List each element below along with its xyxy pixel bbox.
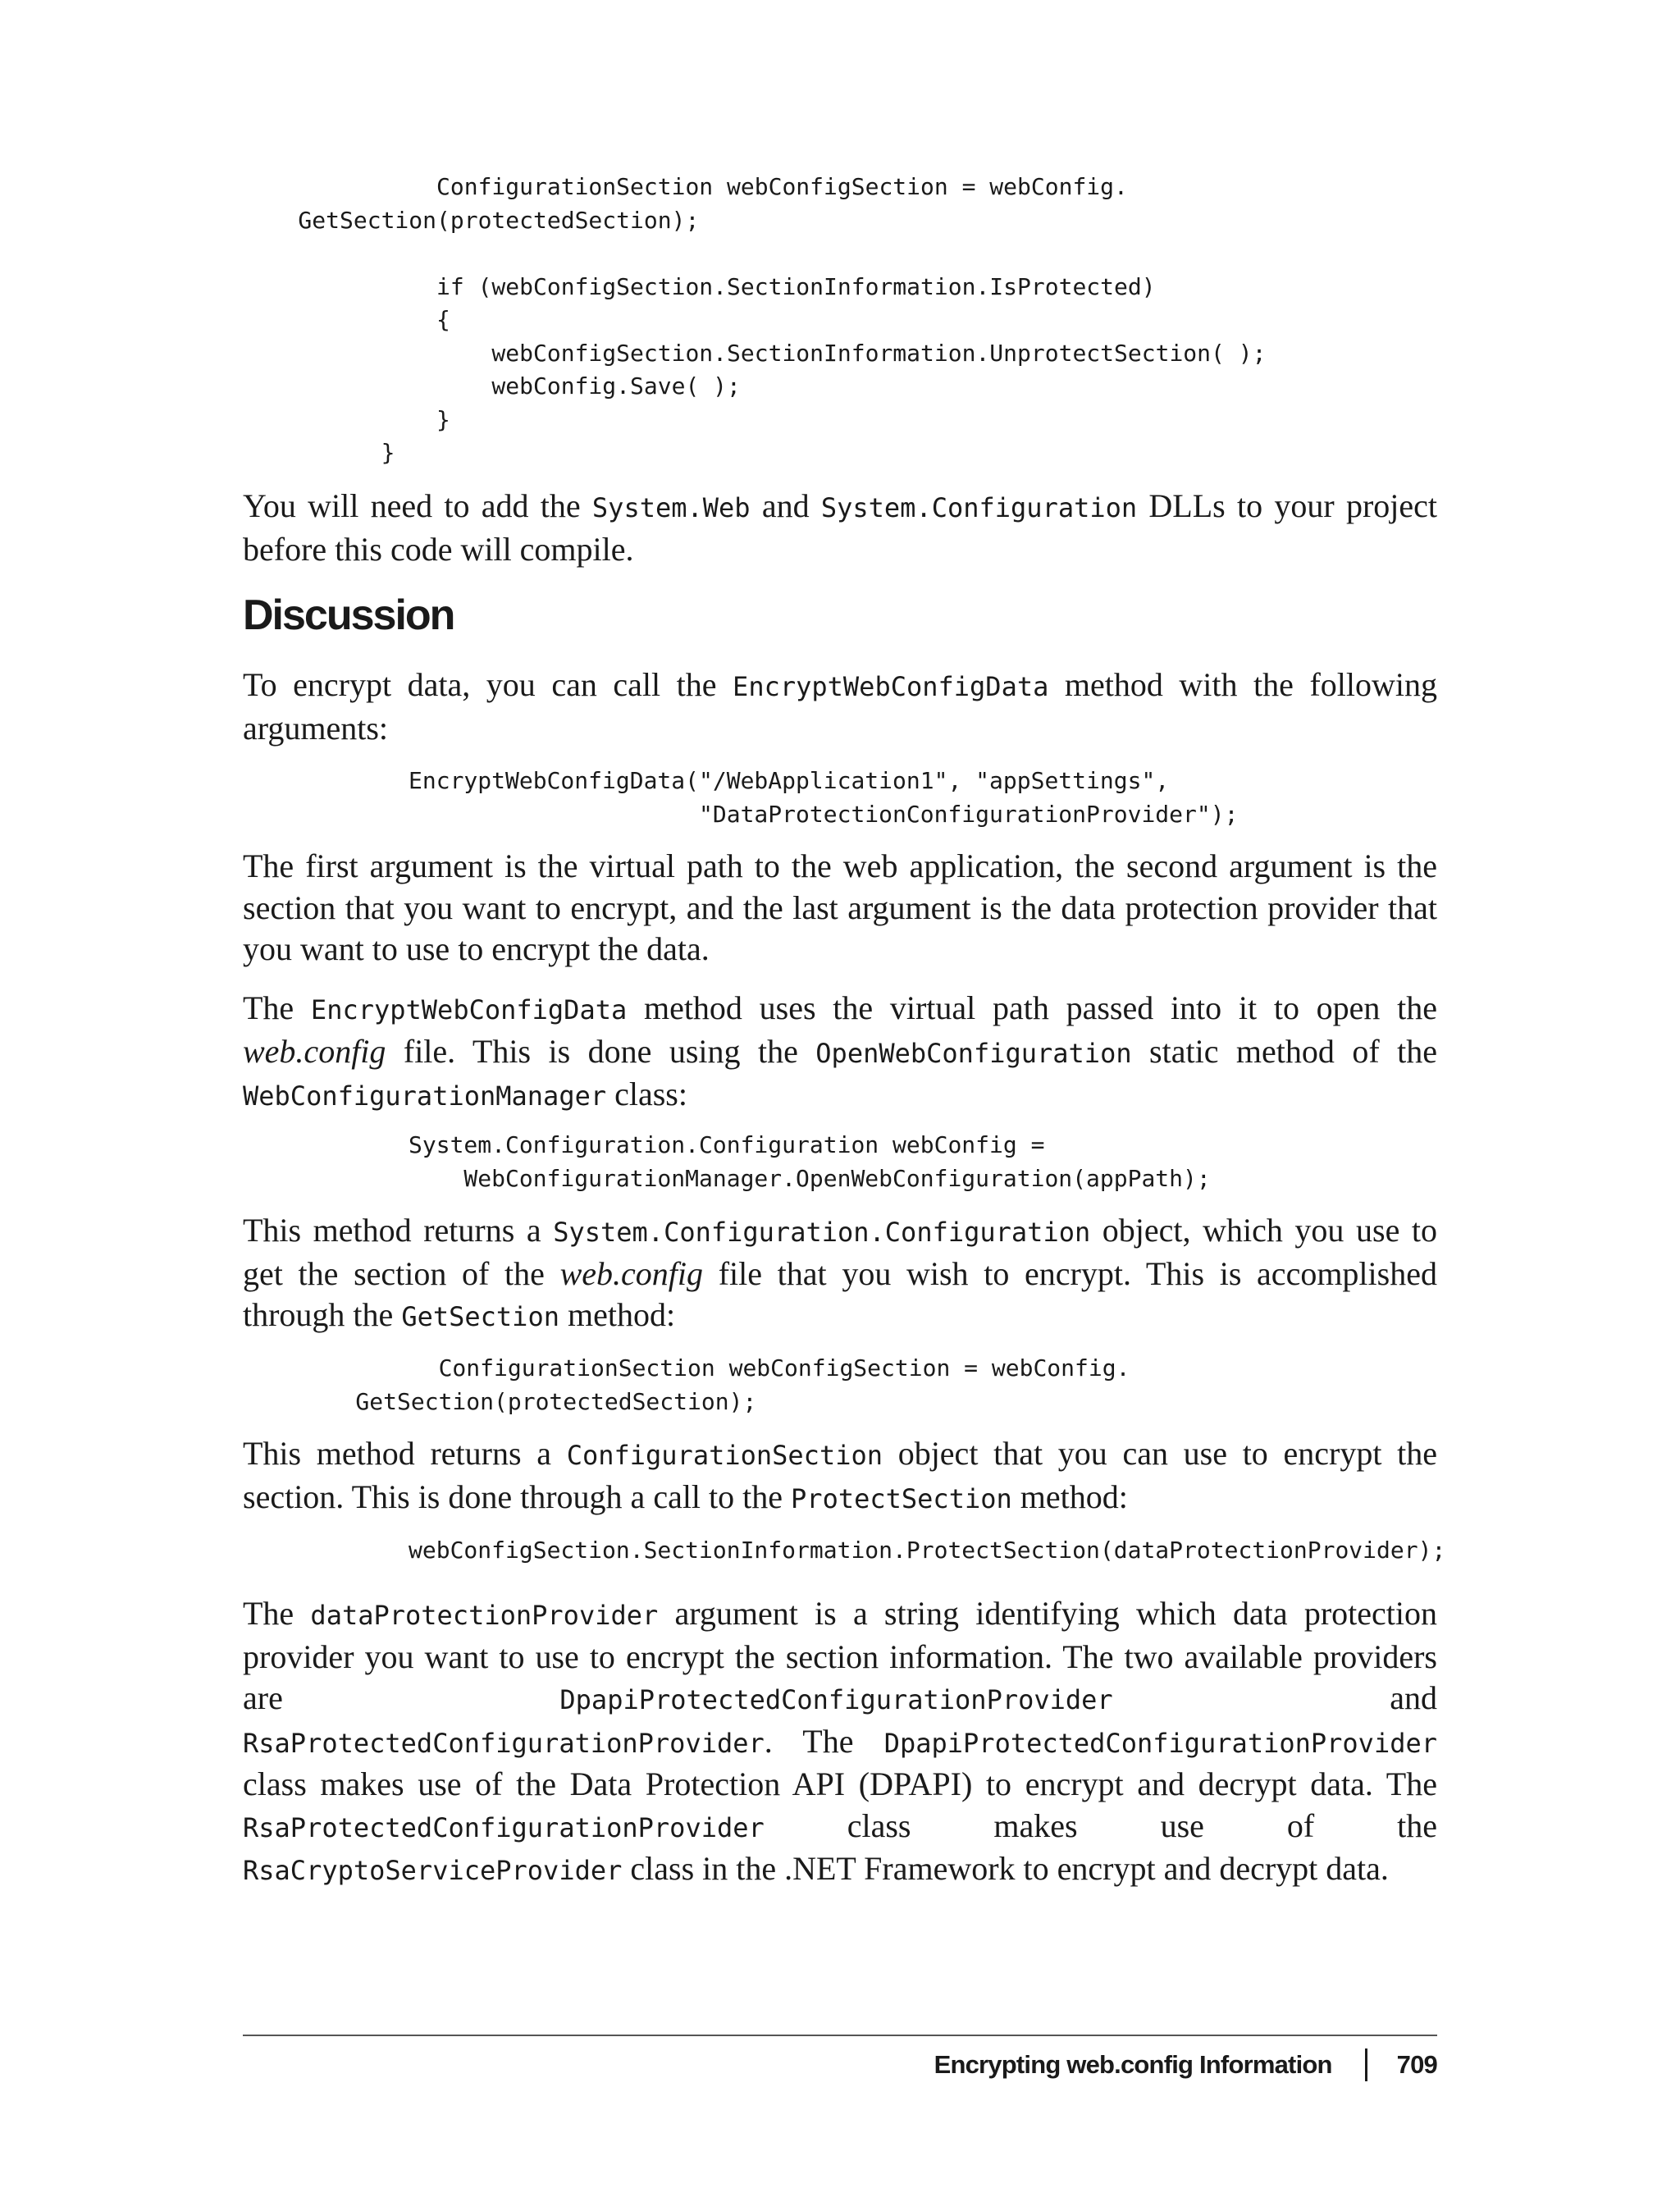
text-run: file that you wish to encrypt. This is accomplished through the	[243, 1254, 1437, 1333]
code-block-open-config: System.Configuration.Configuration webConfig = WebConfigurationManager.OpenWebConfiguration(appPath);	[409, 1131, 1211, 1192]
text-run: and	[1112, 1679, 1437, 1716]
code-inline: RsaCryptoServiceProvider	[243, 1855, 623, 1886]
text-run: class:	[606, 1076, 687, 1112]
footer-separator	[1365, 2048, 1367, 2081]
paragraph-providers	[243, 1593, 1437, 1892]
running-title: Encrypting web.config Information	[934, 2050, 1332, 2079]
code-inline: ConfigurationSection	[566, 1440, 883, 1471]
text-run: and	[750, 487, 821, 524]
italic-filename: web.config	[559, 1254, 704, 1292]
text-run: object, which you use to get the section of the	[243, 1212, 1438, 1292]
code-inline: DpapiProtectedConfigurationProvider	[559, 1684, 1113, 1715]
code-block-get-section: ConfigurationSection webConfigSection = webConfig. GetSection(protectedSection);	[355, 1354, 1130, 1415]
text-run: This method returns a	[243, 1212, 554, 1249]
code-inline: System.Web	[591, 492, 751, 523]
code-inline: WebConfigurationManager	[243, 1080, 607, 1112]
code-inline: System.Configuration	[820, 492, 1138, 523]
text-run: The	[243, 989, 311, 1026]
text-run: class in the .NET Framework to encrypt and decrypt data.	[622, 1850, 1389, 1887]
text-run: file. This is done using the	[386, 1032, 816, 1070]
code-inline: GetSection	[401, 1301, 559, 1332]
page-number: 709	[1396, 2050, 1437, 2079]
code-inline: RsaProtectedConfigurationProvider	[243, 1727, 765, 1759]
code-inline: EncryptWebConfigData	[310, 994, 628, 1025]
italic-filename: web.config	[243, 1032, 386, 1070]
footer-divider	[243, 2035, 1437, 2036]
text-run: . The	[764, 1722, 884, 1760]
text-run: class makes use of the	[764, 1806, 1437, 1844]
text-run: method:	[559, 1296, 676, 1333]
code-inline: dataProtectionProvider	[310, 1600, 659, 1631]
code-inline: DpapiProtectedConfigurationProvider	[883, 1727, 1437, 1759]
text-run: argument is a string identifying which data protection provider you want to use to encrypt the section information. The two available providers are	[243, 1595, 1438, 1716]
section-heading: Discussion	[243, 591, 454, 639]
text-run: The	[243, 1595, 311, 1632]
code-block-protect-section: webConfigSection.SectionInformation.ProtectSection(dataProtectionProvider);	[409, 1537, 1446, 1564]
paragraph-encrypt-intro	[243, 665, 1437, 749]
text-run: This method returns a	[243, 1435, 567, 1472]
code-inline: ProtectSection	[791, 1482, 1012, 1514]
code-inline: System.Configuration.Configuration	[553, 1217, 1091, 1248]
paragraph-virtual-path	[243, 988, 1437, 1117]
code-inline: OpenWebConfiguration	[815, 1037, 1132, 1069]
code-inline: EncryptWebConfigData	[733, 671, 1049, 702]
code-inline: RsaProtectedConfigurationProvider	[243, 1811, 765, 1843]
text-run: static method of the	[1131, 1032, 1437, 1070]
paragraph-arguments	[243, 846, 1437, 971]
text-run: You will need to add the	[243, 487, 592, 524]
text-run: method with the following arguments:	[243, 666, 1437, 747]
text-run: DLLs to your project before this code will compile.	[243, 487, 1437, 568]
text-run: object that you can use to encrypt the section. This is done through a call to the	[243, 1435, 1437, 1515]
text-run: method:	[1011, 1478, 1128, 1515]
paragraph-returns-section	[243, 1433, 1437, 1519]
code-block-unprotect: ConfigurationSection webConfigSection = webConfig. GetSection(protectedSection); if (webConfigSection.SectionInformation.IsProtected) { webConfigSection.SectionInformation.UnprotectSection( ); webConfig.Save( ); } }	[298, 173, 1267, 466]
code-block-encrypt-call: EncryptWebConfigData("/WebApplication1", "appSettings", "DataProtectionConfigurationProvider");	[409, 767, 1239, 828]
page-footer	[934, 2044, 1437, 2085]
text-run: To encrypt data, you can call the	[243, 666, 733, 703]
paragraph-returns-configuration	[243, 1210, 1437, 1338]
text-run: The first argument is the virtual path to the web application, the second argument is the section that you want to encrypt, and the last argument is the data protection provider that you want to use to encrypt the data.	[243, 847, 1437, 967]
paragraph-add-dlls	[243, 486, 1437, 570]
text-run: class makes use of the Data Protection API (DPAPI) to encrypt and decrypt data. The	[243, 1765, 1437, 1802]
text-run: method uses the virtual path passed into it to open the	[627, 989, 1438, 1026]
